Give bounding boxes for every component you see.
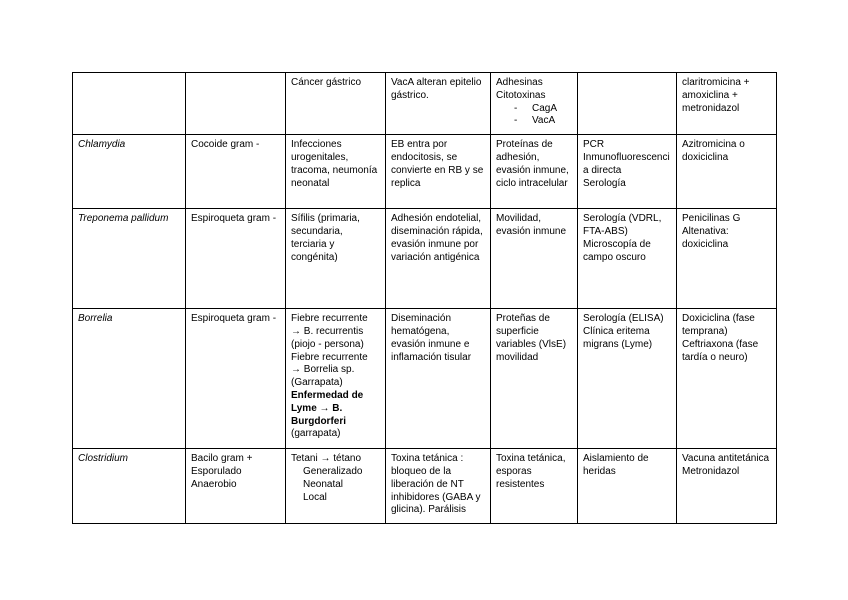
morphology-cell: Espiroqueta gram - [186, 209, 286, 309]
list-item: Generalizado [303, 465, 363, 477]
morphology-cell: Espiroqueta gram - [186, 309, 286, 449]
organism-cell: Chlamydia [73, 135, 186, 209]
list-item: - VacA [514, 115, 556, 127]
diagnosis-cell: Aislamiento de heridas [578, 449, 677, 524]
treatment-cell: Azitromicina o doxiciclina [677, 135, 777, 209]
virulence-cell: Proteñas de superficie variables (VlsE) movilidad [491, 309, 578, 449]
table-row [73, 449, 777, 524]
virulence-cell: Movilidad, evasión inmune [491, 209, 578, 309]
pathogenesis-cell: Adhesión endotelial, diseminación rápida, evasión inmune por variación antigénica [386, 209, 491, 309]
pathogenesis-cell: Toxina tetánica : bloqueo de la liberación de NT inhibidores (GABA y glicina). Parálisis [386, 449, 491, 524]
organism-cell [73, 73, 186, 135]
microbiology-table [72, 72, 777, 524]
diagnosis-cell: PCR Inmunofluorescencia directa Serología [578, 135, 677, 209]
treatment-cell: Doxiciclina (fase temprana) Ceftriaxona (fase tardía o neuro) [677, 309, 777, 449]
morphology-cell: Cocoide gram - [186, 135, 286, 209]
organism-cell: Borrelia [73, 309, 186, 449]
treatment-cell: Vacuna antitetánica Metronidazol [677, 449, 777, 524]
diagnosis-cell [578, 73, 677, 135]
list-item: Neonatal [303, 478, 344, 490]
table-row [73, 309, 777, 449]
morphology-cell: Bacilo gram + Esporulado Anaerobio [186, 449, 286, 524]
organism-cell: Clostridium [73, 449, 186, 524]
organism-cell: Treponema pallidum [73, 209, 186, 309]
diagnosis-cell: Serología (VDRL, FTA-ABS) Microscopía de campo oscuro [578, 209, 677, 309]
treatment-cell: claritromicina + amoxiclina + metronidazol [677, 73, 777, 135]
table-row [73, 209, 777, 309]
pathogenesis-cell: EB entra por endocitosis, se convierte en RB y se replica [386, 135, 491, 209]
pathogenesis-cell: VacA alteran epitelio gástrico. [386, 73, 491, 135]
disease-cell: Infecciones urogenitales, tracoma, neumonía neonatal [286, 135, 386, 209]
disease-cell: Sífilis (primaria, secundaria, terciaria y congénita) [286, 209, 386, 309]
virulence-cell: Toxina tetánica, esporas resistentes [491, 449, 578, 524]
virulence-cell: Proteínas de adhesión, evasión inmune, ciclo intracelular [491, 135, 578, 209]
virulence-cell: Adhesinas Citotoxinas - CagA - VacA [491, 73, 578, 135]
disease-cell: Fiebre recurrente → B. recurrentis (piojo - persona) Fiebre recurrente → Borrelia sp. (Garrapata) Enfermedad de Lyme → B. Burgdorferi (garrapata) [286, 309, 386, 449]
table-row [73, 135, 777, 209]
list-item: - CagA [514, 102, 558, 114]
morphology-cell [186, 73, 286, 135]
disease-cell: Tetani → tétano Generalizado Neonatal Local [286, 449, 386, 524]
table-row [73, 73, 777, 135]
diagnosis-cell: Serología (ELISA) Clínica eritema migrans (Lyme) [578, 309, 677, 449]
treatment-cell: Penicilinas G Altenativa: doxiciclina [677, 209, 777, 309]
list-item: Local [303, 491, 327, 503]
disease-cell: Cáncer gástrico [286, 73, 386, 135]
pathogenesis-cell: Diseminación hematógena, evasión inmune e inflamación tisular [386, 309, 491, 449]
